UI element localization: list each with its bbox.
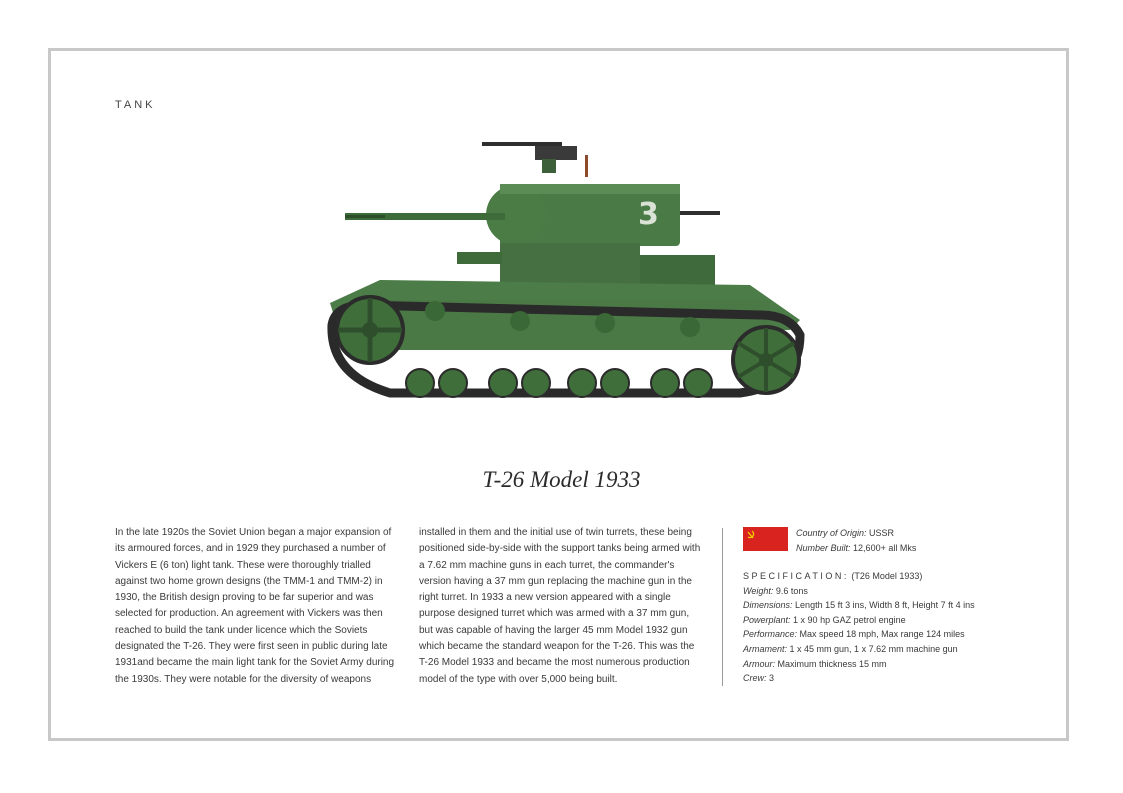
hammer-sickle-icon <box>746 530 758 540</box>
spec-row-armour <box>743 657 975 672</box>
spec-value: 9.6 tons <box>775 585 808 596</box>
spec-row-armament <box>743 642 975 657</box>
spec-value: 3 <box>769 673 775 684</box>
spec-label: Crew: <box>743 673 767 684</box>
spec-row-performance <box>743 627 975 642</box>
spec-heading-label: SPECIFICATION: <box>743 571 849 581</box>
tank-illustration <box>320 135 820 410</box>
spec-value: Maximum thickness 15 mm <box>777 658 887 669</box>
spec-row-powerplant <box>743 613 975 628</box>
spec-label: Dimensions: <box>743 600 793 611</box>
spec-heading <box>743 569 975 584</box>
spec-label: Armament: <box>743 643 788 654</box>
machine-gun <box>482 142 588 177</box>
category-label: TANK <box>115 99 156 111</box>
column-divider <box>722 528 723 686</box>
country-row <box>796 526 916 541</box>
ussr-flag <box>743 527 788 551</box>
idler-wheel <box>733 327 799 393</box>
description-column-1: In the late 1920s the Soviet Union began a major expansion of its armoured forces, and in 1929 they purchased a number of Vickers E (6 ton) light tank. These were thoroughly trialled against two home grown designs (the TMM-1 and TMM-2) in 1930, the British design proving to be far superior and was selected for production. An agreement with Vickers was then reached to build the tank under licence which the Soviets designated the T-26. They were first seen in public during late 1931and became the main light tank for the Soviet Army during the 1930s. They were notable for the diversity of weapons <box>115 527 395 685</box>
description-column-2: installed in them and the initial use of twin turrets, these being positioned side-by-side with the support tanks being armed with a 7.62 mm machine guns in each turret, the commander's version having a 37 mm gun replacing the machine gun in the right turret. In 1933 a new version appeared with a single purpose designed turret which was armed with a 37 mm gun, but was capable of having the larger 45 mm Model 1932 gun which became the standard weapon for the T-26. This was the T-26 Model 1933 and became the most numerous production model of the type with over 5,000 being built. <box>419 527 701 685</box>
spec-label: Performance: <box>743 629 798 640</box>
spec-value: 1 x 90 hp GAZ petrol engine <box>793 614 906 625</box>
built-label: Number Built: <box>796 542 851 553</box>
spec-label: Armour: <box>743 658 776 669</box>
spec-value: Max speed 18 mph, Max range 124 miles <box>799 629 965 640</box>
spec-label: Weight: <box>743 585 774 596</box>
built-row <box>796 541 916 556</box>
drive-sprocket <box>337 297 403 363</box>
spec-row-crew <box>743 671 975 686</box>
turret <box>345 184 720 246</box>
spec-value: 1 x 45 mm gun, 1 x 7.62 mm machine gun <box>789 643 958 654</box>
country-label: Country of Origin: <box>796 528 867 538</box>
country-value: USSR <box>869 528 895 538</box>
spec-value: Length 15 ft 3 ins, Width 8 ft, Height 7 ft 4 ins <box>795 600 975 611</box>
spec-label: Powerplant: <box>743 614 791 625</box>
origin-block <box>796 526 916 555</box>
spec-variant: (T26 Model 1933) <box>851 571 923 581</box>
turret-number: 3 <box>638 197 659 232</box>
specification-block <box>743 569 975 686</box>
spec-row-dimensions <box>743 598 975 613</box>
spec-row-weight <box>743 584 975 599</box>
built-value: 12,600+ all Mks <box>853 542 917 553</box>
vehicle-title: T-26 Model 1933 <box>482 467 641 492</box>
